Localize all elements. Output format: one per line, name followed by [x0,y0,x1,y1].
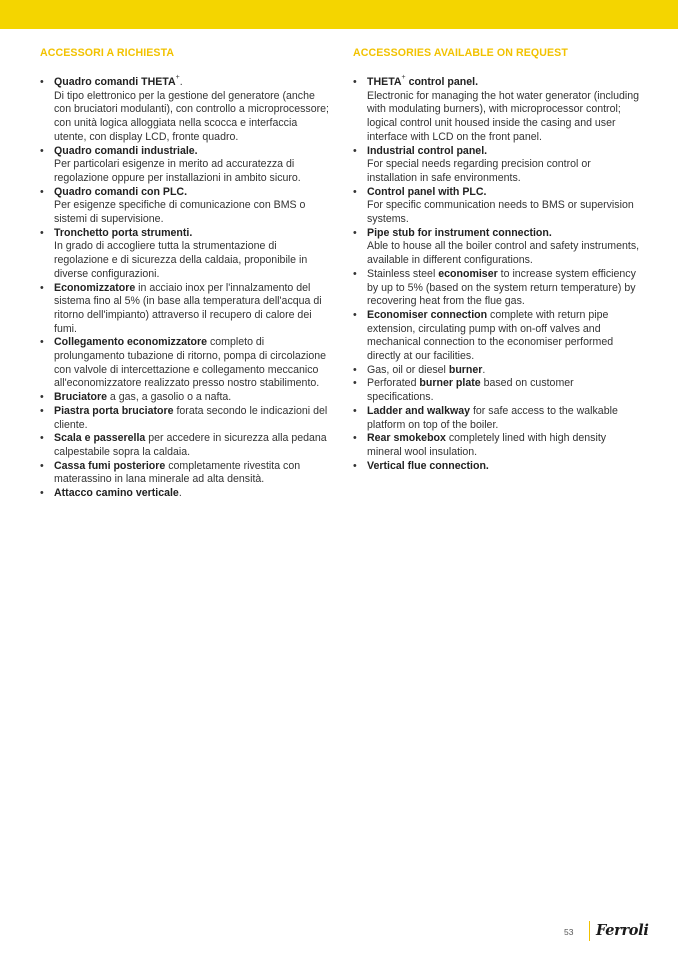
list-item: • Bruciatore a gas, a gasolio o a nafta. [40,391,232,404]
list-item: • Quadro comandi industriale. Per particolari esigenze in merito ad accuratezza di regolazione oppure per installazioni in ambito sicuro. [40,144,301,184]
list-item: • Tronchetto porta strumenti. In grado di accogliere tutta la strumentazione di regolazione e di sicurezza della caldaia, proponibile in diverse configurazioni. [40,226,308,280]
list-item: • Economizzatore in acciaio inox per l'innalzamento del sistema fino al 5% (in base alla temperatura dell'acqua di ritorno dell'impianto) attraverso il recupero di calore dei fumi. [40,281,322,335]
list-item: • Ladder and walkway for safe access to the walkable platform on top of the boiler. [353,404,618,431]
list-item: • Rear smokebox completely lined with high density mineral wool insulation. [353,432,607,458]
english-heading: ACCESSORIES AVAILABLE ON REQUEST [353,47,568,59]
list-item: • Economiser connection complete with return pipe extension, circulating pump with on-off valves and mechanical connection to the economiser performed directly at our facilities. [353,308,614,363]
list-item: • Scala e passerella per accedere in sicurezza alla pedana calpestabile sopra la caldaia. [40,432,327,458]
list-item: • Cassa fumi posteriore completamente rivestita con materassino in lana minerale ad alta densità. [40,459,301,486]
list-item: • Control panel with PLC. For specific communication needs to BMS or supervision systems. [353,185,634,226]
list-item: • Gas, oil or diesel burner. [353,363,486,376]
list-item: • THETA+ control panel. Electronic for managing the hot water generator (including with modulating burners), with microprocessor control; logical control unit housed inside the casing and user interface with LCD on the front panel. [353,74,640,143]
list-item: • Piastra porta bruciatore forata secondo le indicazioni del cliente. [40,404,328,431]
list-item: • Collegamento economizzatore completo di prolungamento tubazione di ritorno, pompa di circolazione con valvole di intercettazione e collegamento meccanico all'economizzatore realizzato presso nostro stabilimento. [40,336,327,390]
list-item: • Quadro comandi THETA+. Di tipo elettronico per la gestione del generatore (anche con bruciatori modulanti), con controllo a microprocessore; con unità logica alloggiata nella scocca e interfaccia utente, con display LCD, fronte quadro. [40,74,329,143]
footer-divider [589,921,590,941]
list-item: • Pipe stub for instrument connection. Able to house all the boiler control and safety instruments, available in different configurations. [353,226,640,267]
brand-logo: Ferroli [596,922,649,939]
top-accent-bar [0,0,678,29]
list-item: • Industrial control panel. For special needs regarding precision control or installation in safe environments. [353,144,591,184]
list-item: • Perforated burner plate based on customer specifications. [353,377,574,404]
list-item: • Quadro comandi con PLC. Per esigenze specifiche di comunicazione con BMS o sistemi di supervisione. [40,185,306,226]
list-item: • Stainless steel economiser to increase system efficiency by up to 5% (based on the system return temperature) by recovering heat from the flue gas. [353,267,636,308]
italian-column [40,47,330,501]
italian-accessory-list [40,76,330,501]
italian-heading: ACCESSORI A RICHIESTA [40,47,175,59]
list-item: • Attacco camino verticale. [40,487,182,500]
page-number: 53 [564,927,574,937]
list-item: • Vertical flue connection. [353,459,489,472]
english-column [353,47,643,473]
english-accessory-list [353,76,643,473]
